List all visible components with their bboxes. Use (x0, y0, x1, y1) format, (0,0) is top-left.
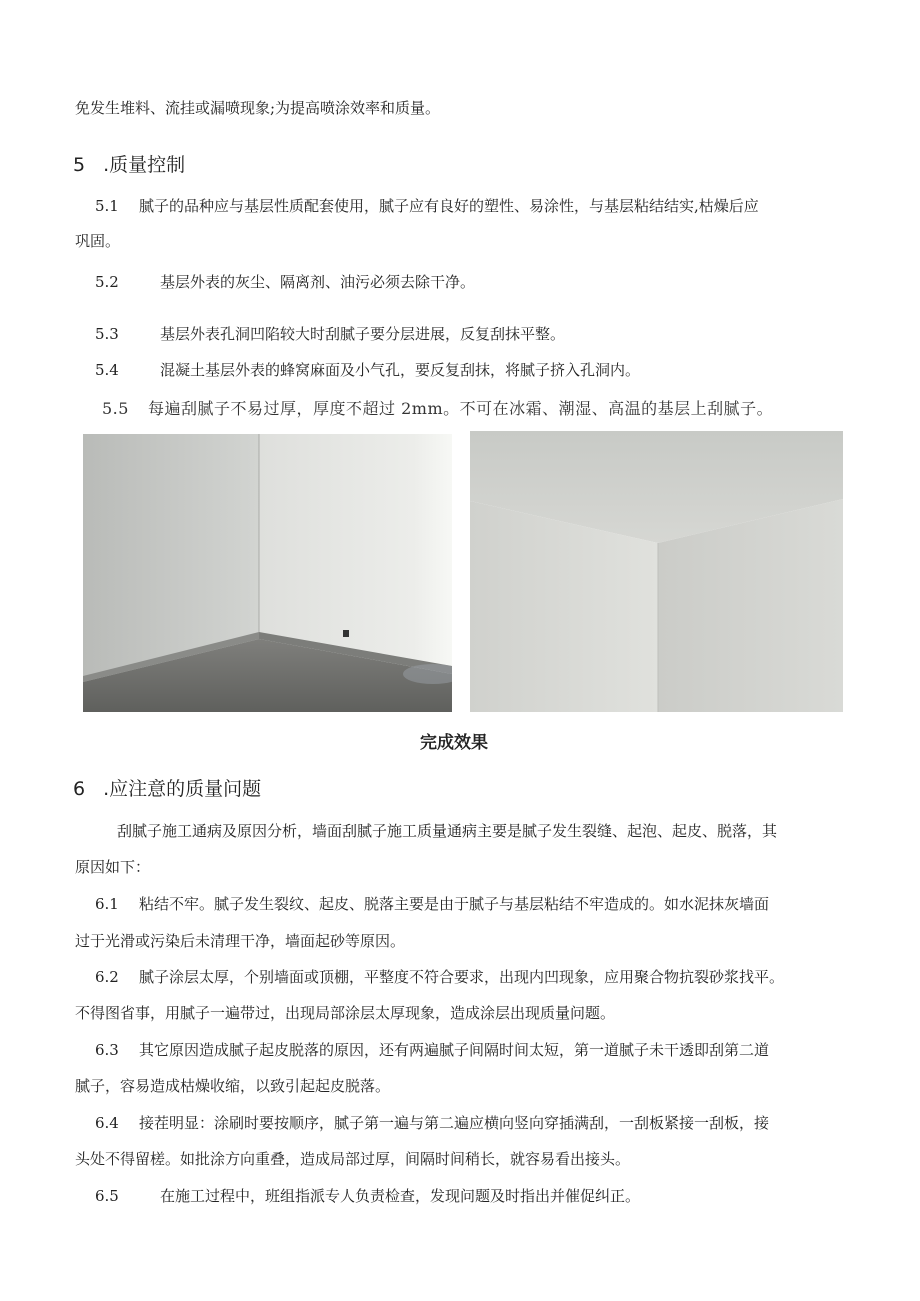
section-6-number: 6 (73, 778, 86, 800)
item-5-1-number: 5.1 (95, 197, 119, 215)
item-6-1-text-cont: 过于光滑或污染后未清理干净，墙面起砂等原因。 (75, 932, 406, 950)
section-6-title: .应注意的质量问题 (103, 778, 262, 800)
item-6-1-number: 6.1 (95, 895, 119, 913)
section-6-intro: 刮腻子施工通病及原因分析，墙面刮腻子施工质量通病主要是腻子发生裂缝、起泡、起皮、脱落，其 (117, 822, 778, 840)
item-5-4-text: 混凝土基层外表的蜂窝麻面及小气孔，要反复刮抹，将腻子挤入孔洞内。 (160, 361, 641, 379)
item-5-5-text: 每遍刮腻子不易过厚，厚度不超过 2mm。不可在冰霜、潮湿、高温的基层上刮腻子。 (148, 399, 774, 418)
item-6-2-number: 6.2 (95, 968, 119, 986)
item-6-1-text: 粘结不牢。腻子发生裂纹、起皮、脱落主要是由于腻子与基层粘结不牢造成的。如水泥抹灰墙面 (139, 895, 770, 913)
item-6-5-text: 在施工过程中，班组指派专人负责检查，发现问题及时指出并催促纠正。 (160, 1187, 641, 1205)
item-6-3-text: 其它原因造成腻子起皮脱落的原因，还有两遍腻子间隔时间太短，第一道腻子未干透即刮第二道 (139, 1041, 770, 1059)
item-5-1-text-cont: 巩固。 (75, 232, 121, 250)
item-5-4-number: 5.4 (95, 361, 119, 379)
item-5-3-number: 5.3 (95, 325, 119, 343)
item-5-2-number: 5.2 (95, 273, 119, 291)
item-6-5-number: 6.5 (95, 1187, 119, 1205)
section-6-heading (73, 777, 261, 801)
item-5-1-text: 腻子的品种应与基层性质配套使用，腻子应有良好的塑性、易涂性，与基层粘结结实,枯燥后应 (139, 197, 759, 215)
intro-line: 免发生堆料、流挂或漏喷现象;为提高喷涂效率和质量。 (75, 99, 441, 117)
figure-caption: 完成效果 (420, 733, 488, 753)
section-6-intro-cont: 原因如下： (75, 858, 151, 876)
item-6-3-number: 6.3 (95, 1041, 119, 1059)
socket-icon (343, 630, 349, 637)
item-6-4-text-cont: 头处不得留槎。如批涂方向重叠，造成局部过厚，间隔时间稍长，就容易看出接头。 (75, 1150, 631, 1168)
item-5-2-text: 基层外表的灰尘、隔离剂、油污必须去除干净。 (160, 273, 476, 291)
section-5-title: .质量控制 (103, 154, 186, 176)
finished-room-photo-right (470, 431, 843, 712)
item-5-5-number: 5.5 (102, 399, 129, 418)
section-5-number: 5 (73, 154, 86, 176)
room-corner-image (83, 434, 452, 712)
item-6-3-text-cont: 腻子，容易造成枯燥收缩，以致引起起皮脱落。 (75, 1077, 391, 1095)
item-6-4-number: 6.4 (95, 1114, 119, 1132)
ceiling-corner-image (470, 431, 843, 712)
item-6-4-text: 接茬明显：涂刷时要按顺序，腻子第一遍与第二遍应横向竖向穿插满刮，一刮板紧接一刮板，接 (139, 1114, 770, 1132)
item-5-3-text: 基层外表孔洞凹陷较大时刮腻子要分层进展，反复刮抹平整。 (160, 325, 566, 343)
finished-room-photo-left (83, 434, 452, 712)
item-6-2-text: 腻子涂层太厚，个别墙面或顶棚，平整度不符合要求，出现内凹现象，应用聚合物抗裂砂浆找平。 (139, 968, 785, 986)
item-6-2-text-cont: 不得图省事，用腻子一遍带过，出现局部涂层太厚现象，造成涂层出现质量问题。 (75, 1004, 616, 1022)
section-5-heading (73, 153, 185, 177)
